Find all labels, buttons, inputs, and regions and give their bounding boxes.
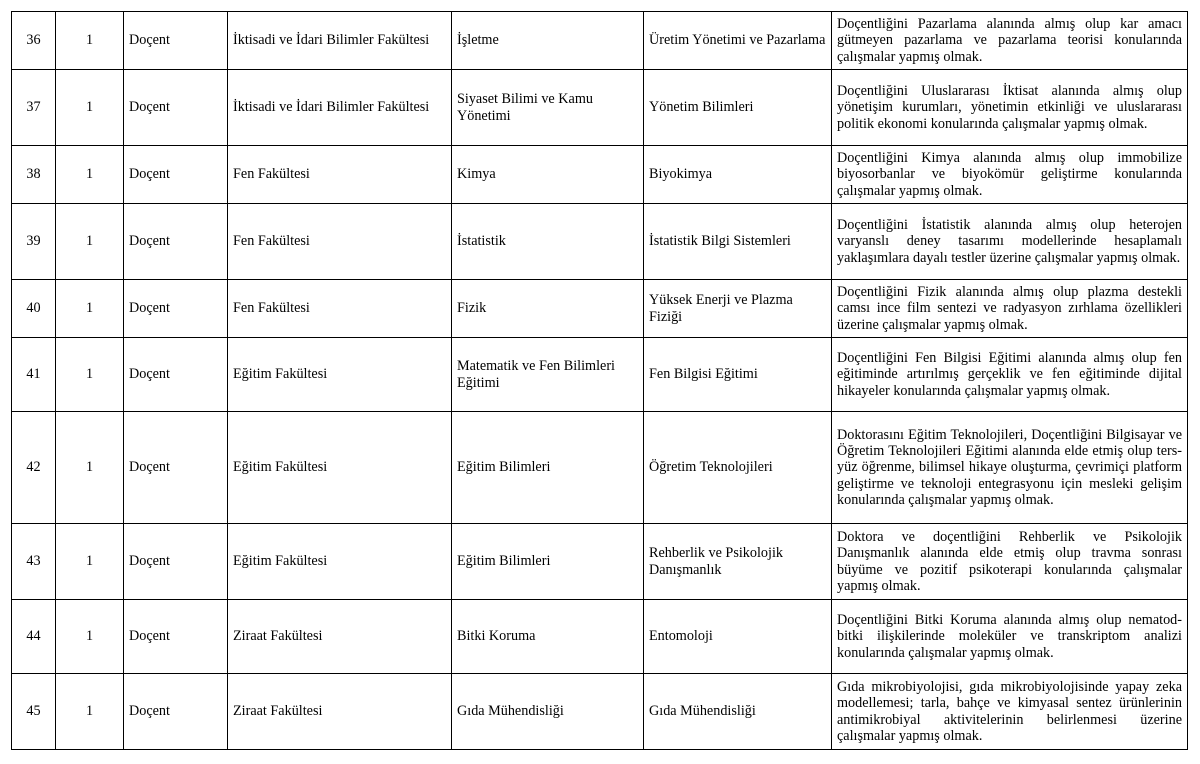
faculty-name: Eğitim Fakültesi — [228, 412, 452, 524]
position-count: 1 — [56, 600, 124, 674]
position-count: 1 — [56, 524, 124, 600]
requirement-description: Doktorasını Eğitim Teknolojileri, Doçentliğini Bilgisayar ve Öğretim Teknolojileri Eğitimi alanında elde etmiş olup ters-yüz öğrenme, bilimsel hikaye oluşturma, çevrimiçi platform geliştirme ve teknoloji entegrasyonu için mesleki gelişim konularında çalışmalar yapmış olmak. — [832, 412, 1188, 524]
academic-title: Doçent — [124, 600, 228, 674]
faculty-name: İktisadi ve İdari Bilimler Fakültesi — [228, 12, 452, 70]
row-number: 41 — [12, 338, 56, 412]
subfield-name: Yönetim Bilimleri — [644, 70, 832, 146]
academic-title: Doçent — [124, 524, 228, 600]
table-row — [12, 338, 1188, 412]
academic-title: Doçent — [124, 338, 228, 412]
position-count: 1 — [56, 70, 124, 146]
position-count: 1 — [56, 412, 124, 524]
department-name: Eğitim Bilimleri — [452, 412, 644, 524]
subfield-name: Rehberlik ve Psikolojik Danışmanlık — [644, 524, 832, 600]
requirement-description: Doçentliğini Pazarlama alanında almış olup kar amacı gütmeyen pazarlama ve pazarlama teorisi konularında çalışmalar yapmış olmak. — [832, 12, 1188, 70]
requirement-description: Doçentliğini Kimya alanında almış olup immobilize biyosorbanlar ve biyokömür geliştirme konularında çalışmalar yapmış olmak. — [832, 146, 1188, 204]
subfield-name: Öğretim Teknolojileri — [644, 412, 832, 524]
subfield-name: Gıda Mühendisliği — [644, 674, 832, 750]
subfield-name: Biyokimya — [644, 146, 832, 204]
row-number: 36 — [12, 12, 56, 70]
row-number: 43 — [12, 524, 56, 600]
subfield-name: Üretim Yönetimi ve Pazarlama — [644, 12, 832, 70]
department-name: Matematik ve Fen Bilimleri Eğitimi — [452, 338, 644, 412]
table-row — [12, 70, 1188, 146]
academic-title: Doçent — [124, 146, 228, 204]
subfield-name: İstatistik Bilgi Sistemleri — [644, 204, 832, 280]
faculty-name: İktisadi ve İdari Bilimler Fakültesi — [228, 70, 452, 146]
faculty-name: Fen Fakültesi — [228, 280, 452, 338]
row-number: 39 — [12, 204, 56, 280]
subfield-name: Yüksek Enerji ve Plazma Fiziği — [644, 280, 832, 338]
academic-title: Doçent — [124, 204, 228, 280]
position-count: 1 — [56, 338, 124, 412]
requirement-description: Gıda mikrobiyolojisi, gıda mikrobiyolojisinde yapay zeka modellemesi; tarla, bahçe ve kimyasal sentez ürünlerinin antimikrobiyal aktivitelerinin belirlenmesi üzerine çalışmalar yapmış olmak. — [832, 674, 1188, 750]
position-count: 1 — [56, 674, 124, 750]
position-count: 1 — [56, 12, 124, 70]
table-row — [12, 12, 1188, 70]
faculty-name: Eğitim Fakültesi — [228, 524, 452, 600]
faculty-name: Eğitim Fakültesi — [228, 338, 452, 412]
requirement-description: Doçentliğini Uluslararası İktisat alanında almış olup yönetişim kurumları, yönetimin etkinliği ve uluslararası politik ekonomi konularında çalışmalar yapmış olmak. — [832, 70, 1188, 146]
academic-title: Doçent — [124, 674, 228, 750]
department-name: Bitki Koruma — [452, 600, 644, 674]
academic-title: Doçent — [124, 412, 228, 524]
table-row — [12, 146, 1188, 204]
table-row — [12, 524, 1188, 600]
faculty-name: Ziraat Fakültesi — [228, 600, 452, 674]
department-name: İstatistik — [452, 204, 644, 280]
department-name: Siyaset Bilimi ve Kamu Yönetimi — [452, 70, 644, 146]
row-number: 45 — [12, 674, 56, 750]
department-name: Gıda Mühendisliği — [452, 674, 644, 750]
subfield-name: Entomoloji — [644, 600, 832, 674]
table-row — [12, 412, 1188, 524]
table-row — [12, 674, 1188, 750]
row-number: 40 — [12, 280, 56, 338]
faculty-name: Fen Fakültesi — [228, 204, 452, 280]
department-name: Eğitim Bilimleri — [452, 524, 644, 600]
table-row — [12, 280, 1188, 338]
faculty-name: Fen Fakültesi — [228, 146, 452, 204]
department-name: İşletme — [452, 12, 644, 70]
row-number: 42 — [12, 412, 56, 524]
faculty-name: Ziraat Fakültesi — [228, 674, 452, 750]
positions-table-body — [12, 12, 1188, 750]
row-number: 44 — [12, 600, 56, 674]
position-count: 1 — [56, 146, 124, 204]
academic-title: Doçent — [124, 280, 228, 338]
academic-title: Doçent — [124, 12, 228, 70]
row-number: 37 — [12, 70, 56, 146]
table-row — [12, 204, 1188, 280]
department-name: Fizik — [452, 280, 644, 338]
requirement-description: Doktora ve doçentliğini Rehberlik ve Psikolojik Danışmanlık alanında elde etmiş olup travma sonrası büyüme ve pozitif psikoterapi konularında çalışmalar yapmış olmak. — [832, 524, 1188, 600]
requirement-description: Doçentliğini Fizik alanında almış olup plazma destekli camsı ince film sentezi ve radyasyon zırhlama özellikleri üzerine çalışmalar yapmış olmak. — [832, 280, 1188, 338]
requirement-description: Doçentliğini Bitki Koruma alanında almış olup nematod-bitki ilişkilerinde moleküler ve transkriptom analizi konularında çalışmalar yapmış olmak. — [832, 600, 1188, 674]
position-count: 1 — [56, 204, 124, 280]
positions-table — [11, 11, 1188, 750]
row-number: 38 — [12, 146, 56, 204]
department-name: Kimya — [452, 146, 644, 204]
position-count: 1 — [56, 280, 124, 338]
subfield-name: Fen Bilgisi Eğitimi — [644, 338, 832, 412]
table-row — [12, 600, 1188, 674]
academic-title: Doçent — [124, 70, 228, 146]
requirement-description: Doçentliğini Fen Bilgisi Eğitimi alanında almış olup fen eğitiminde artırılmış gerçeklik ve fen eğitiminde dijital hikayeler konularında çalışmalar yapmış olmak. — [832, 338, 1188, 412]
requirement-description: Doçentliğini İstatistik alanında almış olup heterojen varyanslı deney tasarımı modellerinde hesaplamalı yaklaşımlara dayalı testler üzerine çalışmalar yapmış olmak. — [832, 204, 1188, 280]
